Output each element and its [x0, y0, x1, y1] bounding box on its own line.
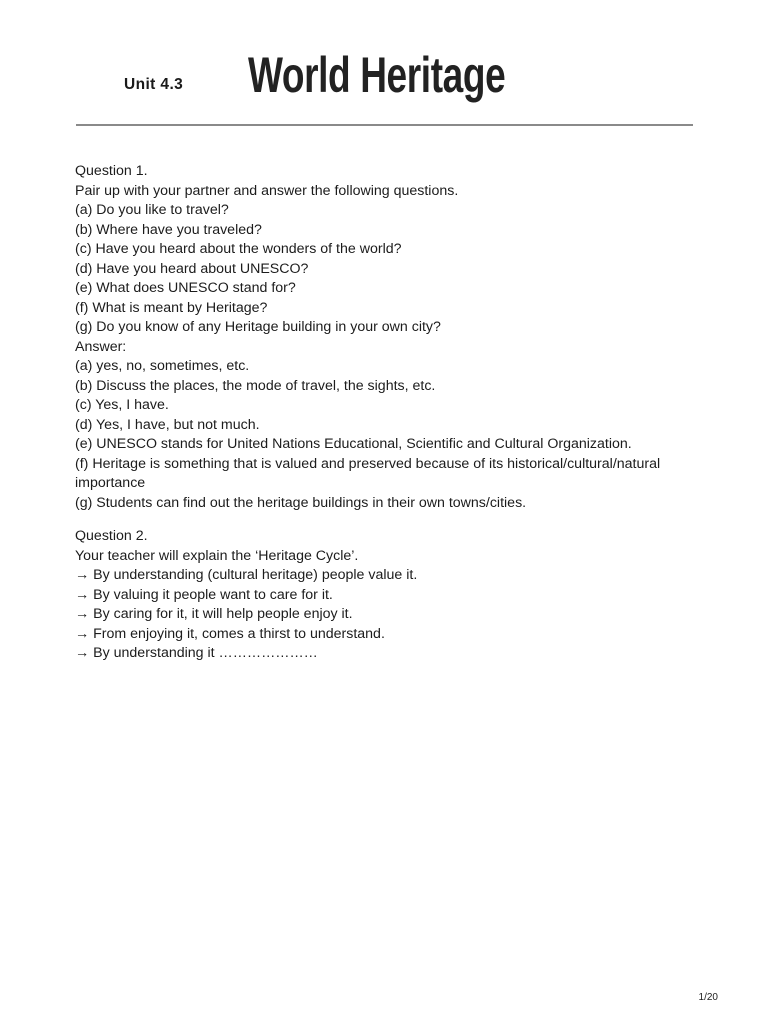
answer-item: (f) Heritage is something that is valued and preserved because of its historical/cultural/natural importance: [75, 455, 661, 491]
question-1-heading: Question 1.: [75, 163, 148, 179]
question-1-section: [75, 162, 695, 513]
question-item: (b) Where have you traveled?: [75, 221, 262, 238]
cycle-step: → From enjoying it, comes a thirst to understand.: [75, 625, 385, 642]
cycle-step: → By understanding (cultural heritage) people value it.: [75, 567, 418, 583]
cycle-step: → By caring for it, it will help people enjoy it.: [75, 606, 353, 622]
answer-item: (c) Yes, I have.: [75, 397, 169, 413]
answer-label: Answer:: [75, 338, 127, 355]
question-item: (d) Have you heard about UNESCO?: [75, 260, 309, 277]
question-item: (f) What is meant by Heritage?: [75, 299, 268, 316]
question-2-section: [75, 527, 695, 664]
page-header: [0, 0, 768, 130]
document-body: [75, 162, 695, 664]
unit-label: Unit 4.3: [124, 76, 184, 93]
answer-item: (b) Discuss the places, the mode of travel, the sights, etc.: [75, 377, 436, 394]
question-item: (e) What does UNESCO stand for?: [75, 280, 296, 296]
header-divider: [76, 124, 693, 126]
question-1-prompt: Pair up with your partner and answer the following questions.: [75, 182, 459, 199]
question-2-prompt: Your teacher will explain the ‘Heritage Cycle’.: [75, 547, 359, 564]
question-2-heading: Question 2.: [75, 528, 148, 544]
cycle-step: → By understanding it …………………: [75, 645, 318, 661]
cycle-step: → By valuing it people want to care for it.: [75, 586, 333, 603]
question-item: (a) Do you like to travel?: [75, 202, 229, 218]
page-title: World Heritage: [248, 47, 506, 103]
page-number: 1/20: [698, 992, 718, 1003]
answer-item: (a) yes, no, sometimes, etc.: [75, 358, 250, 374]
section-spacer: [75, 513, 695, 527]
question-item: (c) Have you heard about the wonders of the world?: [75, 241, 402, 257]
answer-item: (d) Yes, I have, but not much.: [75, 416, 260, 433]
answer-item: (e) UNESCO stands for United Nations Educational, Scientific and Cultural Organization.: [75, 436, 632, 452]
answer-item: (g) Students can find out the heritage buildings in their own towns/cities.: [75, 494, 527, 511]
question-item: (g) Do you know of any Heritage building in your own city?: [75, 319, 441, 335]
